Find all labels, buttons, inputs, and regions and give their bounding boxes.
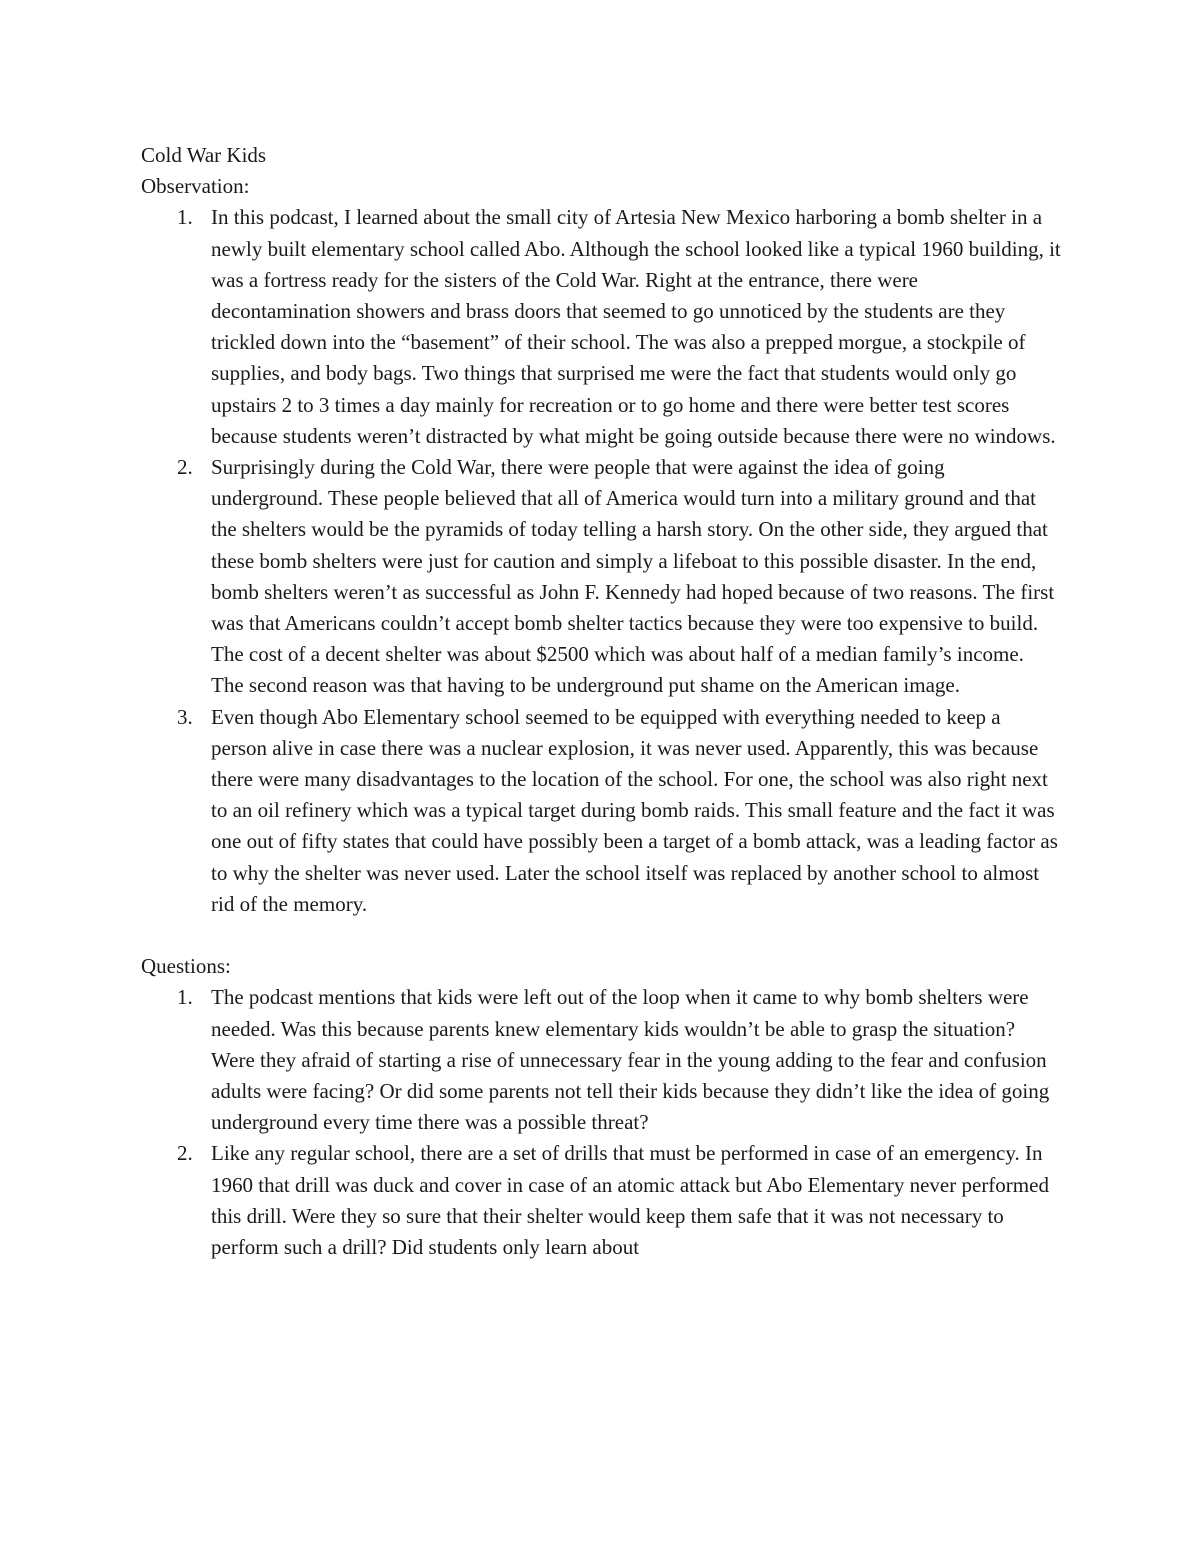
observation-heading: Observation: <box>141 174 250 199</box>
questions-heading: Questions: <box>141 954 231 979</box>
list-number: 1. <box>177 205 193 230</box>
list-number: 2. <box>177 455 193 480</box>
list-number: 3. <box>177 704 193 729</box>
observation-text: In this podcast, I learned about the small city of Artesia New Mexico harboring a bomb shelter in a newly built elementary school called Abo. Although the school looked like a typical 1960 building, it was a fortress ready for the sisters of the Cold War. Right at the entrance, there were decontamination showers and brass doors that seemed to go unnoticed by the students are they trickled down into the “basement” of their school. The was also a prepped morgue, a stockpile of supplies, and body bags. Two things that surprised me were the fact that students would only go upstairs 2 to 3 times a day mainly for recreation or to go home and there were better test scores because students weren’t distracted by what might be going outside because there were no windows. <box>211 205 1061 448</box>
section-spacer <box>141 920 1061 951</box>
observation-list <box>141 202 1061 920</box>
question-text: The podcast mentions that kids were left out of the loop when it came to why bomb shelters were needed. Was this because parents knew elementary kids wouldn’t be able to grasp the situation? Were they afraid of starting a rise of unnecessary fear in the young adding to the fear and confusion adults were facing? Or did some parents not tell their kids because they didn’t like the idea of going underground every time there was a possible threat? <box>211 985 1050 1135</box>
observation-item <box>141 452 1061 702</box>
questions-list <box>141 982 1061 1263</box>
observation-item <box>141 702 1061 920</box>
observation-item <box>141 202 1061 452</box>
observation-text: Surprisingly during the Cold War, there were people that were against the idea of going underground. These people believed that all of America would turn into a military ground and that the shelters would be the pyramids of today telling a harsh story. On the other side, they argued that these bomb shelters were just for caution and simply a lifeboat to this possible disaster. In the end, bomb shelters weren’t as successful as John F. Kennedy had hoped because of two reasons. The first was that Americans couldn’t accept bomb shelter tactics because they were too expensive to build. The cost of a decent shelter was about $2500 which was about half of a median family’s income. The second reason was that having to be underground put shame on the American image. <box>211 455 1055 698</box>
document-page <box>141 140 1061 1263</box>
question-item <box>141 982 1061 1138</box>
list-number: 1. <box>177 985 193 1010</box>
list-number: 2. <box>177 1141 193 1166</box>
question-item <box>141 1138 1061 1263</box>
document-title: Cold War Kids <box>141 143 267 167</box>
observation-text: Even though Abo Elementary school seemed to be equipped with everything needed to keep a person alive in case there was a nuclear explosion, it was never used. Apparently, this was because there were many disadvantages to the location of the school. For one, the school was also right next to an oil refinery which was a typical target during bomb raids. This small feature and the fact it was one out of fifty states that could have possibly been a target of a bomb attack, was a leading factor as to why the shelter was never used. Later the school itself was replaced by another school to almost rid of the memory. <box>211 704 1058 916</box>
question-text: Like any regular school, there are a set of drills that must be performed in case of an emergency. In 1960 that drill was duck and cover in case of an atomic attack but Abo Elementary never performed this drill. Were they so sure that their shelter would keep them safe that it was not necessary to perform such a drill? Did students only learn about <box>211 1141 1049 1260</box>
